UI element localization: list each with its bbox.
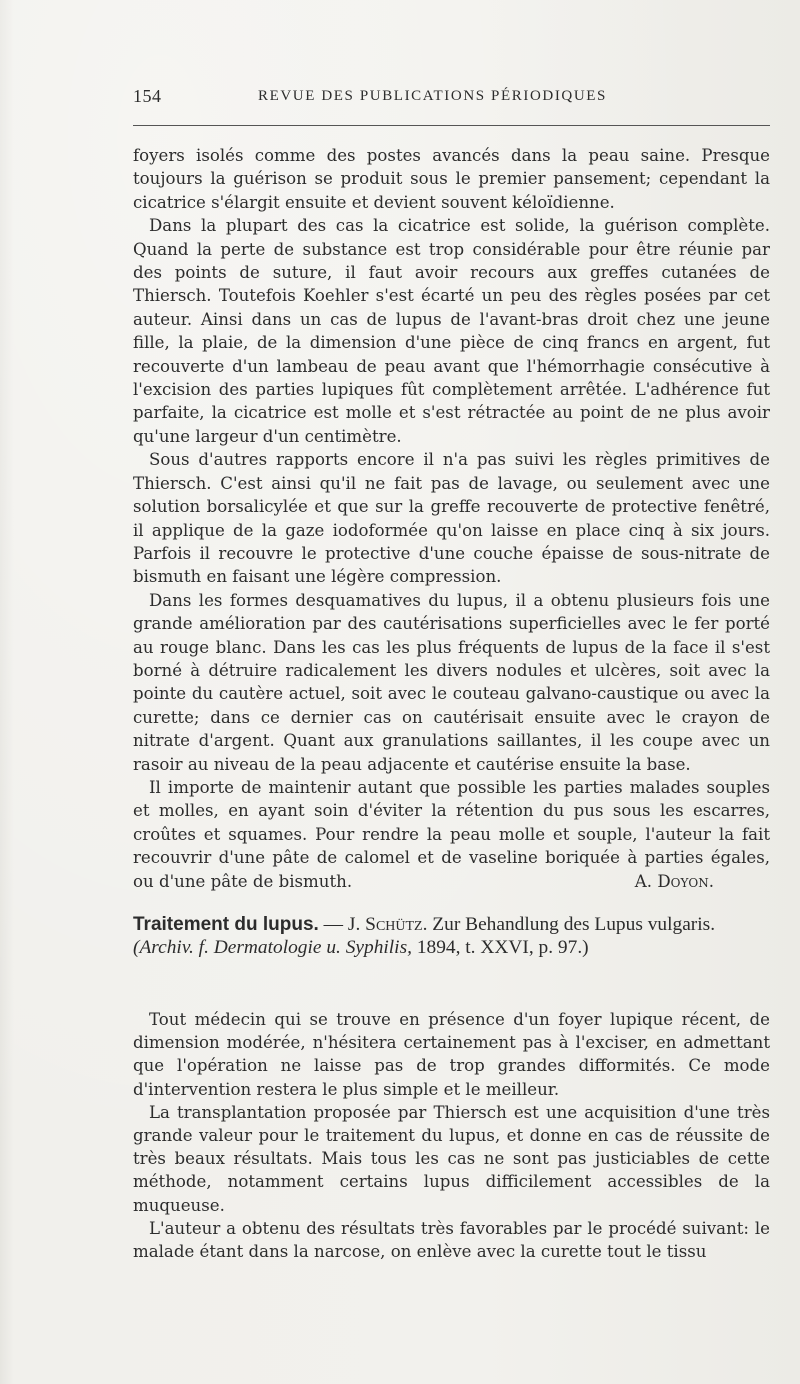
section-2-text	[133, 1008, 770, 1263]
running-head	[133, 86, 770, 114]
paragraph: Il importe de maintenir autant que possible les parties malades souples et molles, en ayant soin d'éviter la rétention du pus sous les escarres, croûtes et squames. Pour rendre la peau molle et souple, l'auteur la fait recouvrir d'une pâte de calomel et de vaseline boriquée à parties égales, ou d'une pâte de bismuth.	[133, 777, 770, 891]
paragraph: Dans les formes desquamatives du lupus, il a obtenu plusieurs fois une grande amélioration par des cautérisations superficielles avec le fer porté au rouge blanc. Dans les cas les plus fréquents de lupus de la face il s'est borné à détruire radicalement les divers nodules et ulcères, soit avec la pointe du cautère actuel, soit avec le couteau galvano-caustique ou avec la curette; dans ce dernier cas on cautérisait ensuite avec le crayon de nitrate d'argent. Quant aux granulations saillantes, il les coupe avec un rasoir au niveau de la peau adjacente et cautérise ensuite la base.	[133, 590, 770, 774]
citation	[133, 937, 589, 958]
paragraph: L'auteur a obtenu des résultats très favorables par le procédé suivant: le malade étant dans la narcose, on enlève avec la curette tout le tissu	[133, 1218, 770, 1262]
header-rule	[133, 125, 770, 126]
section-1-text	[133, 144, 770, 893]
citation-details: 1894, t. XXVI, p. 97.)	[411, 937, 589, 958]
article-author-rest: chütz.	[375, 914, 428, 935]
signature	[619, 870, 770, 893]
citation-source: (Archiv. f. Dermatologie u. Syphilis,	[133, 937, 412, 958]
paragraph: Sous d'autres rapports encore il n'a pas suivi les règles primitives de Thiersch. C'est ainsi qu'il ne fait pas de lavage, ou seulement avec une solution borsalicylée et que sur la greffe recouverte de protective fenêtré, il applique de la gaze iodoformée qu'on laisse en place cinq à six jours. Parfois il recouvre le protective d'une couche épaisse de sous-nitrate de bismuth en faisant une légère compression.	[133, 450, 770, 587]
german-title: Zur Behandlung des Lupus vulgaris.	[427, 914, 716, 935]
page-number: 154	[133, 86, 162, 106]
paragraph: Dans la plupart des cas la cicatrice est solide, la guérison complète. Quand la perte de substance est trop considérable pour être réunie par des points de suture, il faut avoir recours aux greffes cutanées de Thiersch. Toutefois Koehler s'est écarté un peu des règles posées par cet auteur. Ainsi dans un cas de lupus de l'avant-bras droit chez une jeune fille, la plaie, de la dimension d'une pièce de cinq francs en argent, fut recouverte d'un lambeau de peau avant que l'hémorrhagie consécutive à l'excision des parties lupiques fût complètement arrêtée. L'adhérence fut parfaite, la cicatrice est molle et s'est rétractée au point de ne plus avoir qu'une largeur d'un centimètre.	[133, 216, 770, 446]
article-author-initial: J. S	[347, 914, 376, 935]
paragraph: Tout médecin qui se trouve en présence d'un foyer lupique récent, de dimension modérée, n'hésitera certainement pas à l'exciser, en admettant que l'opération ne laisse pas de trop grandes difformités. Ce mode d'intervention restera le plus simple et le meilleur.	[133, 1010, 770, 1099]
paragraph: La transplantation proposée par Thiersch est une acquisition d'une très grande valeur pour le traitement du lupus, et donne en cas de réussite de très beaux résultats. Mais tous les cas ne sont pas justiciables de cette méthode, notamment certains lupus difficilement accessibles de la muqueuse.	[133, 1102, 770, 1215]
paragraph: foyers isolés comme des postes avancés dans la peau saine. Presque toujours la guérison se produit sous le premier pansement; cependant la cicatrice s'élargit ensuite et devient souvent kéloïdienne.	[133, 146, 770, 212]
heading-dash: —	[318, 914, 348, 935]
journal-title: REVUE DES PUBLICATIONS PÉRIODIQUES	[258, 88, 607, 104]
signature-initial: A. D	[634, 871, 671, 891]
article-heading	[133, 913, 770, 959]
article-title: Traitement du lupus.	[133, 914, 319, 935]
paragraph-with-signature	[133, 776, 770, 893]
signature-rest: oyon.	[670, 871, 714, 891]
